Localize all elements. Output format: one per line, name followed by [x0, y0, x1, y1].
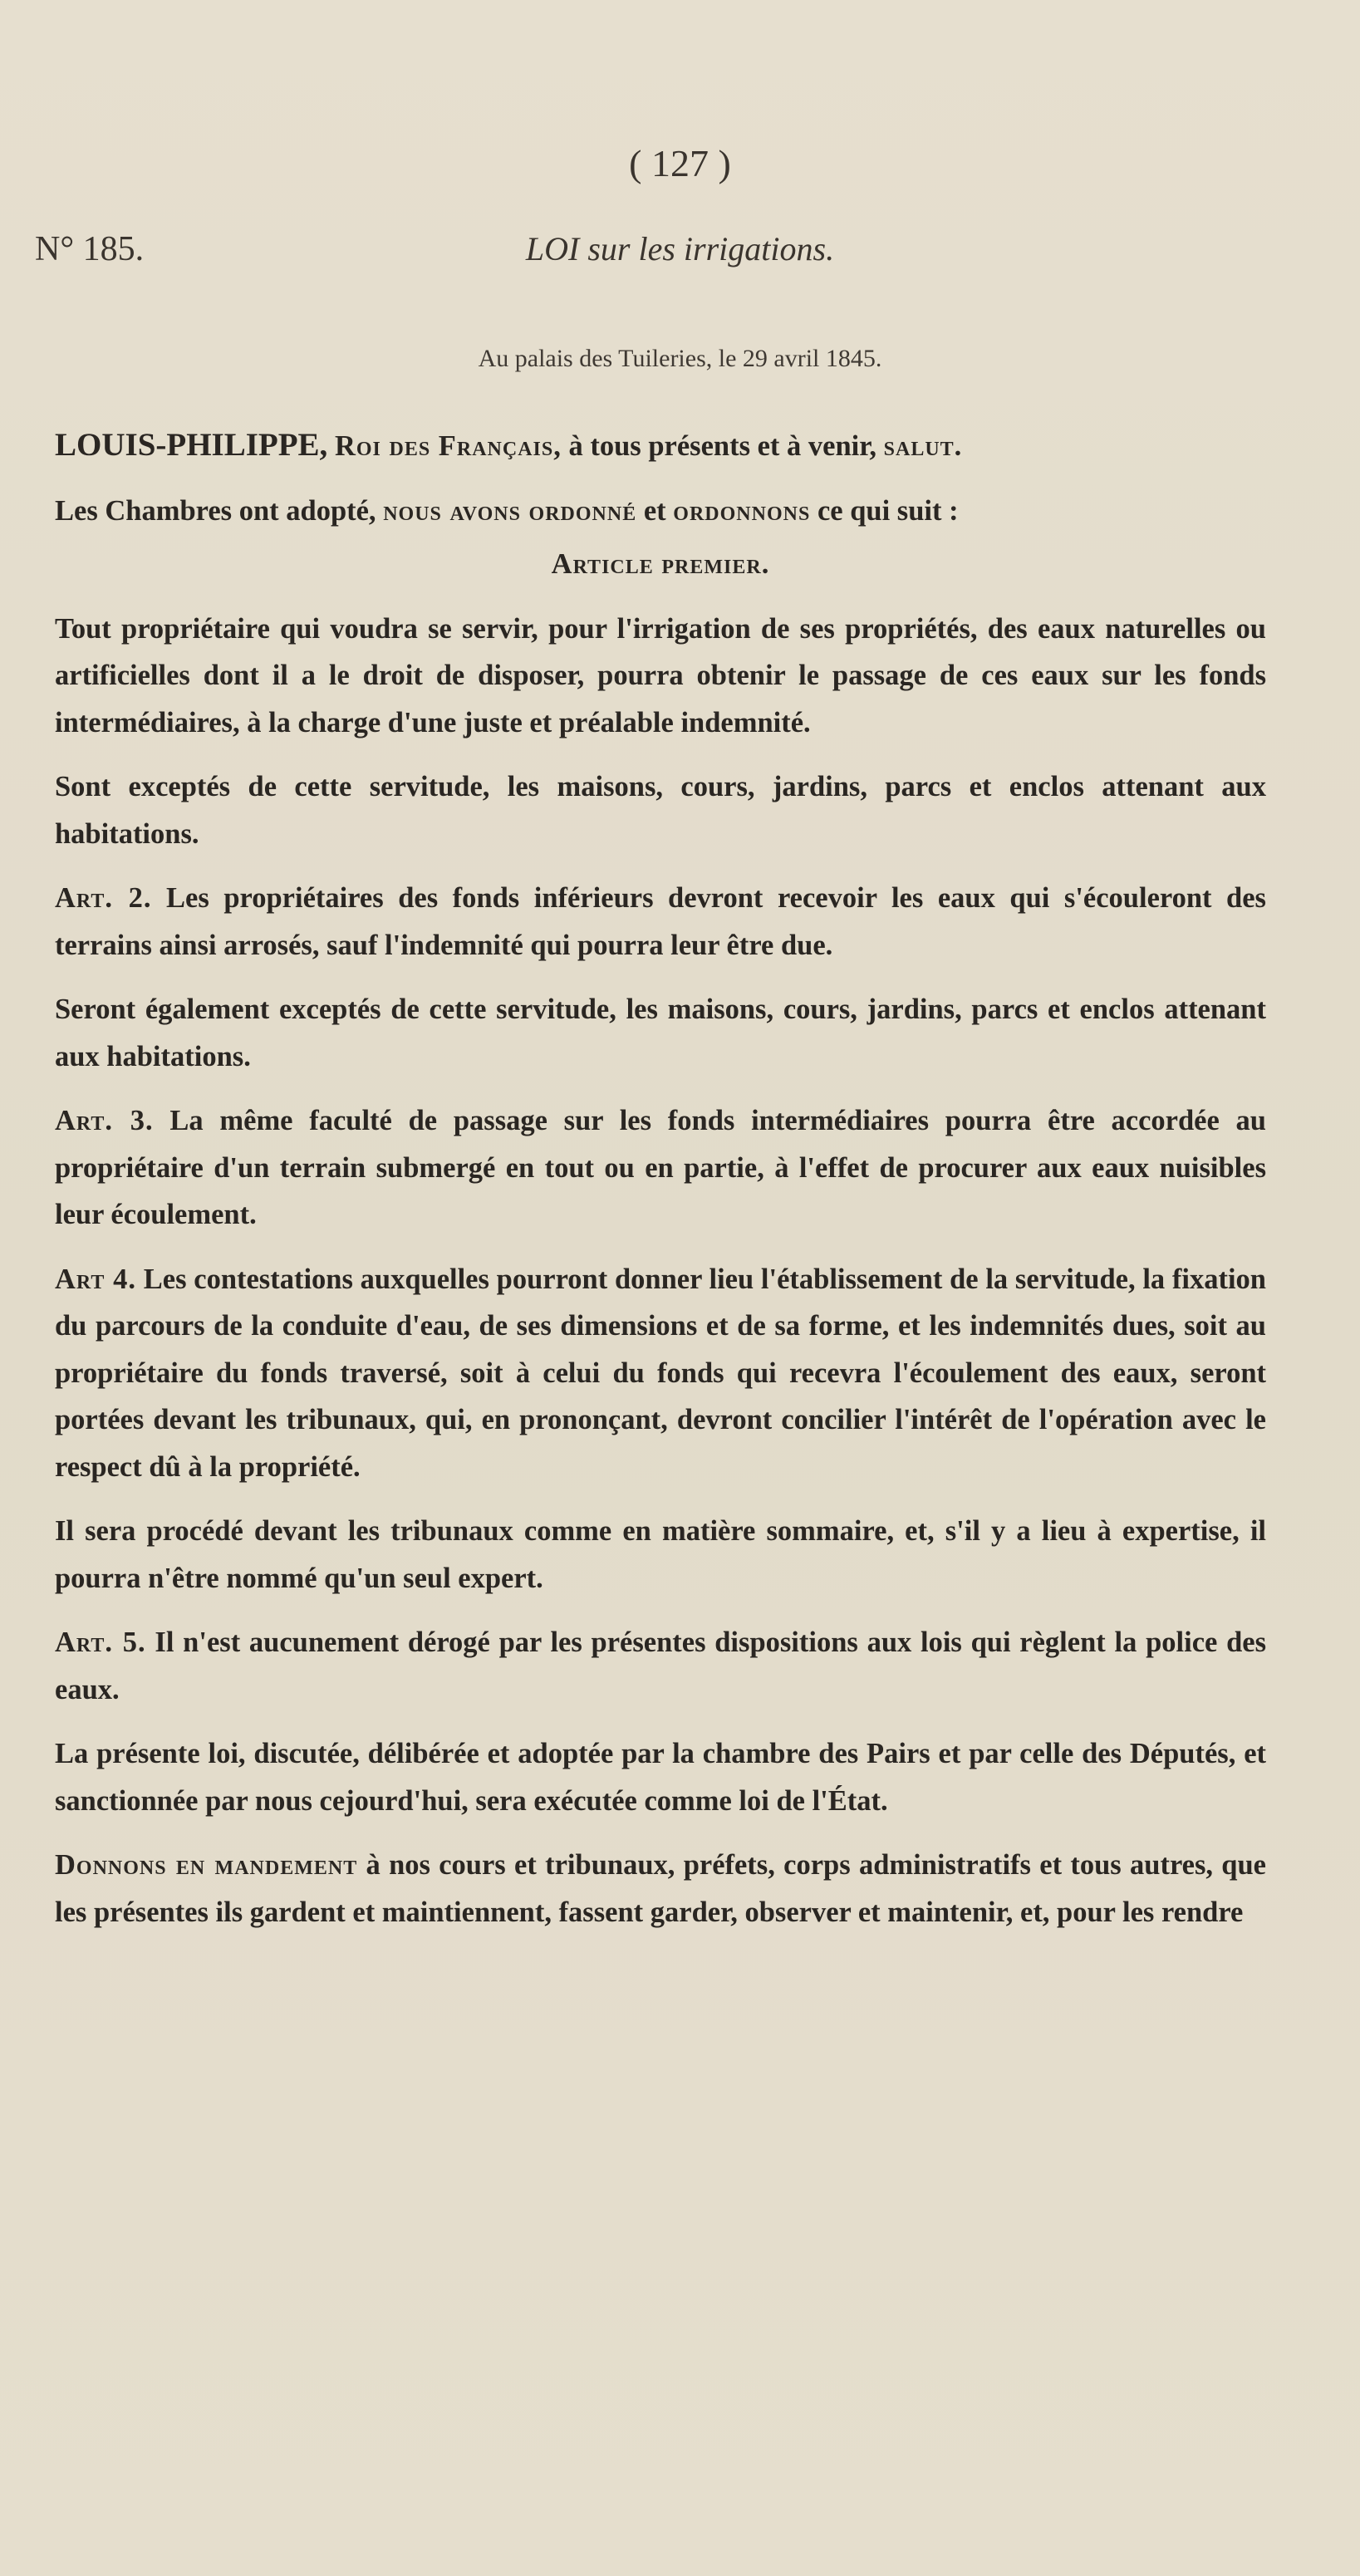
article-label: Art. 3. [55, 1105, 154, 1136]
mandement-paragraph [55, 1842, 1266, 1936]
paragraph: Sont exceptés de cette servitude, les maisons, cours, jardins, parcs et enclos attenant aux habitations. [55, 771, 1266, 850]
mandement-label: Donnons en mandement [55, 1849, 358, 1881]
enactment-mid: et [636, 494, 674, 527]
law-title: LOI sur les irrigations. [525, 230, 835, 267]
article-text: La même faculté de passage sur les fonds intermédiaires pourra être accordée au propriétaire d'un terrain submergé en tout ou en partie, à l'effet de procurer aux eaux nuisibles leur écoulement. [55, 1105, 1266, 1230]
law-body [55, 422, 1266, 1936]
enactment-ordonnons: ordonnons [673, 494, 811, 527]
paragraph: Il sera procédé devant les tribunaux comme en matière sommaire, et, s'il y a lieu à expertise, il pourra n'être nommé qu'un seul expert. [55, 1515, 1266, 1594]
king-title: Roi des Français, [334, 430, 562, 462]
law-heading [0, 229, 1360, 279]
salut: salut. [883, 430, 963, 462]
article-label: Art 4. [55, 1263, 137, 1295]
enactment-start: Les Chambres ont adopté, [55, 494, 384, 527]
enactment-ordonne: nous avons ordonné [383, 494, 637, 527]
article-5 [55, 1619, 1266, 1713]
paragraph: Tout propriétaire qui voudra se servir, pour l'irrigation de ses propriétés, des eaux naturelles ou artificielles dont il a le droit de disposer, pourra obtenir le passage de ces eaux sur les fonds intermédiaires, à la charge d'une juste et préalable indemnité. [55, 612, 1266, 738]
mandement-text: à nos cours et tribunaux, préfets, corps administratifs et tous autres, que les présentes ils gardent et maintiennent, fassent garder, observer et maintenir, et, pour les rendre [55, 1849, 1266, 1928]
article-text: Il n'est aucunement dérogé par les présentes dispositions aux lois qui règlent la police des eaux. [55, 1627, 1266, 1705]
enactment-clause [55, 488, 1266, 535]
article-text: Les propriétaires des fonds inférieurs devront recevoir les eaux qui s'écouleront des terrains ainsi arrosés, sauf l'indemnité qui pourra leur être due. [55, 882, 1266, 961]
preamble-rest: à tous présents et à venir, [561, 430, 877, 462]
enactment-end: ce qui suit : [810, 494, 959, 527]
article-label: Art. 5. [55, 1627, 146, 1658]
preamble [55, 422, 1266, 470]
law-number: N° 185. [35, 230, 145, 268]
article-premier-heading: Article premier. [551, 548, 770, 580]
article-label: Art. 2. [55, 882, 152, 914]
article-3 [55, 1097, 1266, 1239]
date-line: Au palais des Tuileries, le 29 avril 1845. [478, 345, 882, 372]
article-text: Les contestations auxquelles pourront donner lieu l'établissement de la servitude, la fixation du parcours de la conduite d'eau, de ses dimensions et de sa forme, et les indemnités dues, soit au propriétaire du fonds traversé, soit à celui du fonds qui recevra l'écoulement des eaux, seront portées devant les tribunaux, qui, en prononçant, devront concilier l'intérêt de l'opération avec le respect dû à la propriété. [55, 1263, 1266, 1483]
article-2 [55, 875, 1266, 969]
page-number: ( 127 ) [629, 142, 731, 184]
paragraph: Seront également exceptés de cette servitude, les maisons, cours, jardins, parcs et enclos attenant aux habitations. [55, 994, 1266, 1072]
king-name: LOUIS-PHILIPPE, [55, 427, 328, 463]
article-4 [55, 1256, 1266, 1491]
paragraph: La présente loi, discutée, délibérée et adoptée par la chambre des Pairs et par celle des Députés, et sanctionnée par nous cejourd'hui, sera exécutée comme loi de l'État. [55, 1738, 1266, 1817]
